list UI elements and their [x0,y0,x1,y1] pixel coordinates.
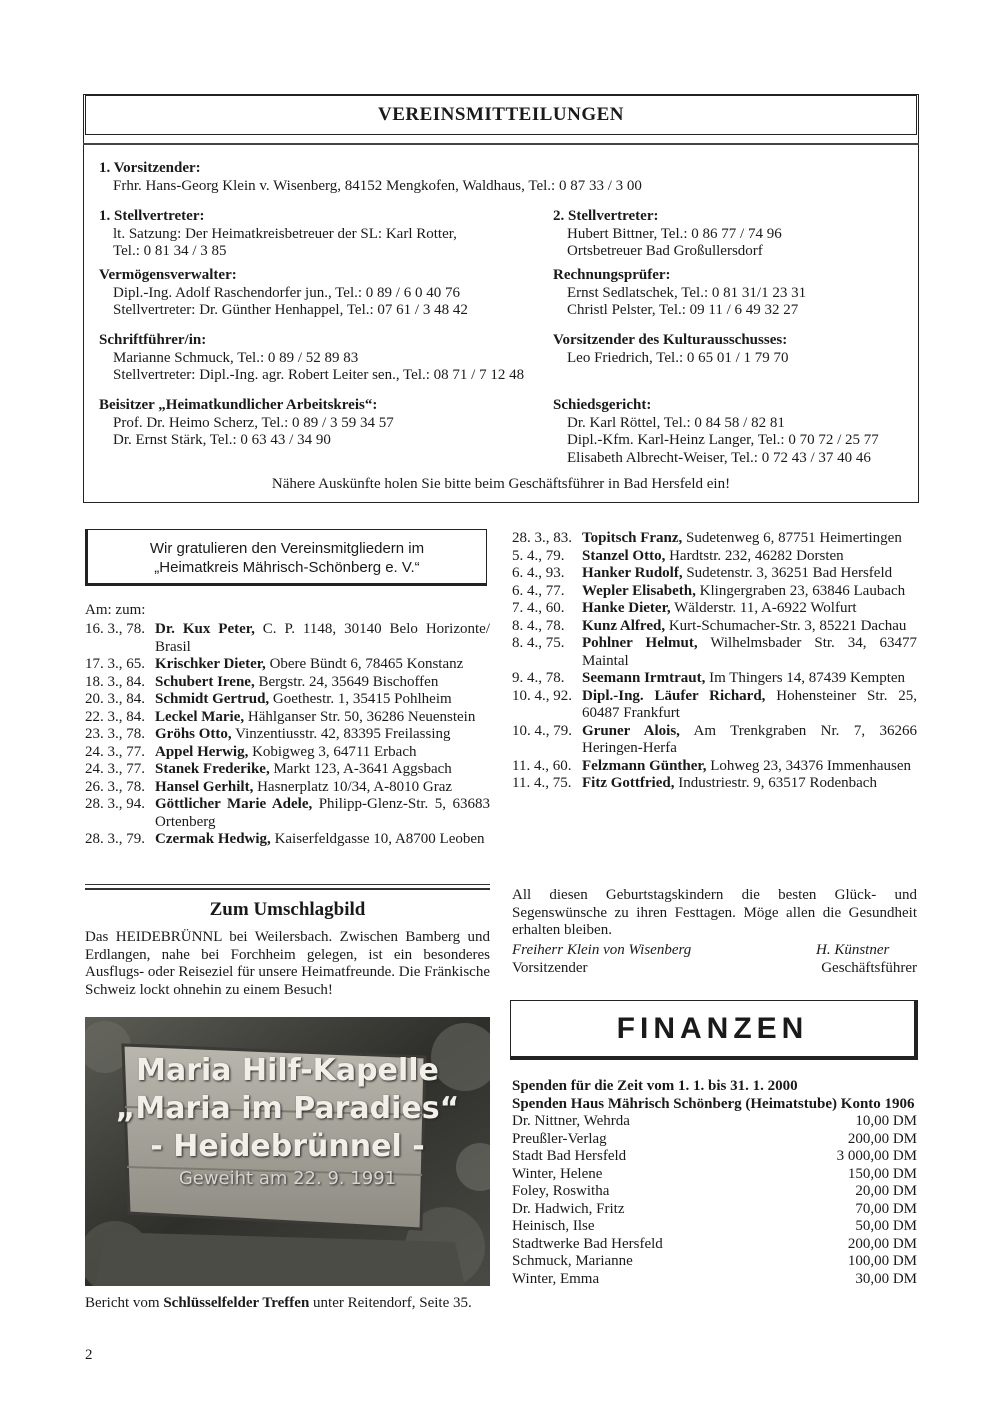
beisitzer-line2: Dr. Ernst Stärk, Tel.: 0 63 43 / 34 90 [113,432,331,448]
beisitzer-line1: Prof. Dr. Heimo Scherz, Tel.: 0 89 / 3 59 34 57 [113,414,394,431]
umschlag-title: Zum Umschlagbild [209,899,366,920]
donation-row [512,1271,917,1289]
vermoegensverwalter-deputy: Stellvertreter: Dr. Günther Henhappel, Tel.: 07 61 / 3 48 42 [113,302,468,318]
birthday-name: Czermak Hedwig, [155,831,271,847]
birthday-date: 17. 3., 65. [85,656,145,672]
birthday-date: 11. 4., 75. [512,775,572,791]
birthday-date: 10. 4., 79. [512,722,572,739]
birthday-address: Kobigweg 3, 64711 Erbach [248,743,417,760]
birthday-text [582,670,917,688]
stellvertreter2-line: Hubert Bittner, Tel.: 0 86 77 / 74 96 [567,225,782,242]
beisitzer-section [99,397,394,450]
birthday-date: 24. 3., 77. [85,743,145,760]
donation-amount: 50,00 DM [855,1218,917,1234]
rechnungspruefer-line1: Ernst Sedlatschek, Tel.: 0 81 31/1 23 31 [567,284,807,301]
birthday-name: Schubert Irene, [155,673,255,690]
signature-right-role: Geschäftsführer [821,959,917,976]
birthday-entry [85,656,490,674]
umschlag-text: Das HEIDEBRÜNNL bei Weilersbach. Zwischen Bamberg und Erdlangen, nahe bei Forchheim gelegen, ist ein besonderes Ausflugs- oder Reiseziel für unsere Heimatfreunde. Die Fränkische Schweiz lockt ohnehin zu einem Besuch! [85,929,490,998]
birthday-entry [85,674,490,692]
vorsitzender-section [99,160,642,195]
birthday-entry [512,688,917,723]
stellvertreter2-role: Ortsbetreuer Bad Großullersdorf [567,243,763,259]
donation-amount: 100,00 DM [847,1253,917,1269]
birthday-date: 6. 4., 77. [512,582,565,599]
birthday-entry [85,761,490,779]
birthday-address: Markt 123, A-3641 Aggsbach [269,761,452,777]
birthday-date: 28. 3., 94. [85,796,145,812]
title-rule [83,143,919,145]
closing-text: All diesen Geburtstagskindern die besten Glück- und Segenswünsche zu ihren Festtagen. Möge allen die Gesundheit erhalten bleiben. [512,887,917,938]
donor-name: Foley, Roswitha [512,1183,610,1199]
birthday-entry [85,744,490,762]
birthday-text [582,530,917,548]
birthday-date: 7. 4., 60. [512,600,565,616]
birthday-text [582,565,917,583]
signature-left-name: Freiherr Klein von Wisenberg [512,942,692,958]
birthday-entry [512,583,917,601]
birthday-name: Stanzel Otto, [582,547,666,564]
vermoegensverwalter-heading: Vermögensverwalter: [99,267,237,283]
kulturausschuss-heading: Vorsitzender des Kulturausschusses: [553,332,788,348]
donor-name: Winter, Emma [512,1270,600,1287]
umschlag-rule-top [85,884,490,885]
birthday-entry [512,635,917,670]
birthday-text [582,583,917,601]
birthday-address: Sudetenstr. 3, 36251 Bad Hersfeld [682,565,893,581]
birthday-address: Kurt-Schumacher-Str. 3, 85221 Dachau [665,617,907,634]
photo-sign-line2: „Maria im Paradies“ [115,1091,460,1126]
schriftfuehrer-deputy: Stellvertreter: Dipl.-Ing. agr. Robert Leiter sen., Tel.: 08 71 / 7 12 48 [113,367,525,383]
vermoegensverwalter-line: Dipl.-Ing. Adolf Raschendorfer jun., Tel.: 0 89 / 6 0 40 76 [113,284,460,301]
donor-name: Dr. Nittner, Wehrda [512,1113,630,1129]
schiedsgericht-heading: Schiedsgericht: [553,397,652,413]
signature-right-name: H. Künstner [816,942,890,958]
photo-sign-text [85,1052,490,1192]
donation-amount: 150,00 DM [847,1165,917,1182]
birthday-name: Hansel Gerhilt, [155,778,254,795]
donation-amount: 30,00 DM [855,1270,917,1287]
donor-name: Heinisch, Ilse [512,1218,595,1234]
birthday-entry [512,775,917,793]
birthday-address: Hasnerplatz 10/34, A-8010 Graz [253,778,453,795]
birthday-name: Gruner Alois, [582,722,680,739]
schriftfuehrer-section [99,332,524,385]
donation-row [512,1236,917,1254]
finanzen-title-box [510,1000,918,1060]
donation-row [512,1253,917,1271]
birthday-name: Topitsch Franz, [582,530,683,546]
schriftfuehrer-heading: Schriftführer/in: [99,332,207,348]
birthday-entry [512,670,917,688]
birthday-text [582,600,917,618]
donation-row [512,1218,917,1236]
birthday-entry [512,618,917,636]
donation-row [512,1131,917,1149]
donor-name: Dr. Hadwich, Fritz [512,1200,625,1217]
birthday-date: 26. 3., 78. [85,778,145,795]
donor-name: Stadtwerke Bad Hersfeld [512,1235,663,1252]
birthday-text [155,744,490,762]
gratulation-box [85,529,487,586]
finanzen-heading2: Spenden Haus Mährisch Schönberg (Heimatstube) Konto 1906 [512,1095,915,1112]
donation-row [512,1148,917,1166]
caption-bold: Schlüsselfelder Treffen [163,1295,310,1311]
birthday-address: Philipp-Glenz-Str. 5, 63683 Ortenberg [155,796,491,830]
donation-amount: 20,00 DM [855,1183,917,1199]
birthday-text [155,674,490,692]
birthday-name: Hanker Rudolf, [582,565,683,581]
stellvertreter2-section [553,208,782,261]
gratulation-title-line1: Wir gratulieren den Vereinsmitgliedern im [149,540,425,557]
finanzen-section [512,1078,917,1288]
birthday-date: 24. 3., 77. [85,761,145,777]
birthday-date: 8. 4., 78. [512,617,565,634]
birthday-name: Wepler Elisabeth, [582,582,696,599]
birthday-address: Klingergraben 23, 63846 Laubach [695,582,906,599]
page-number: 2 [85,1347,93,1363]
birthday-name: Schmidt Gertrud, [155,691,270,707]
vereinsmitteilungen-title: VEREINSMITTEILUNGEN [378,104,624,126]
birthday-entry [85,796,490,831]
donation-amount: 3 000,00 DM [836,1148,917,1164]
birthday-text [155,621,490,656]
birthday-name: Seemann Irmtraut, [582,670,706,686]
birthday-address: Am Trenkgraben Nr. 7, 36266 Heringen-Herfa [582,722,918,756]
birthday-text [582,758,917,776]
rechnungspruefer-line2: Christl Pelster, Tel.: 09 11 / 6 49 32 27 [567,302,799,318]
stellvertreter1-section [99,208,457,261]
birthday-text [582,548,917,566]
birthday-address: Obere Bündt 6, 78465 Konstanz [265,656,464,672]
birthday-name: Felzmann Günther, [582,757,707,774]
birthday-entry [512,530,917,548]
vereins-footer: Nähere Auskünfte holen Sie bitte beim Geschäftsführer in Bad Hersfeld ein! [271,476,731,492]
donation-row [512,1183,917,1201]
birthday-date: 10. 4., 92. [512,687,572,704]
birthday-text [155,656,490,674]
birthday-name: Dipl.-Ing. Läufer Richard, [582,687,766,704]
birthday-name: Leckel Marie, [155,708,245,725]
birthday-text [155,796,490,831]
birthday-address: Bergstr. 24, 35649 Bischoffen [254,673,439,690]
kulturausschuss-section [553,332,789,367]
birthday-entry [85,779,490,797]
vorsitzender-line: Frhr. Hans-Georg Klein v. Wisenberg, 84152 Mengkofen, Waldhaus, Tel.: 0 87 33 / 3 00 [113,177,642,194]
birthday-text [582,688,917,723]
signature-left-role: Vorsitzender [512,959,588,976]
birthday-text [155,779,490,797]
birthday-entry [85,621,490,656]
am-zum-label: Am: zum: [85,602,146,618]
donor-name: Preußler-Verlag [512,1130,607,1147]
birthday-date: 28. 3., 83. [512,530,572,546]
birthday-address: Goethestr. 1, 35415 Pohlheim [269,691,452,707]
birthday-date: 20. 3., 84. [85,691,145,707]
birthday-address: Sudetenweg 6, 87751 Heimertingen [682,530,902,546]
vereinsmitteilungen-title-bar [85,95,917,135]
birthday-text [155,761,490,779]
birthday-text [155,691,490,709]
birthday-text [582,775,917,793]
birthday-date: 9. 4., 78. [512,670,565,686]
birthday-name: Göttlicher Marie Adele, [155,796,313,812]
signatures [512,942,917,977]
birthday-date: 8. 4., 75. [512,635,565,651]
donation-amount: 70,00 DM [855,1200,917,1217]
finanzen-heading1: Spenden für die Zeit vom 1. 1. bis 31. 1. 2000 [512,1078,798,1094]
donation-amount: 200,00 DM [847,1130,917,1147]
birthday-date: 5. 4., 79. [512,547,565,564]
birthday-name: Fitz Gottfried, [582,775,675,791]
birthday-text [582,723,917,758]
birthday-entry [85,709,490,727]
donation-amount: 10,00 DM [855,1113,917,1129]
birthday-date: 16. 3., 78. [85,621,145,637]
birthday-address: Lohweg 23, 34376 Immenhausen [706,757,911,774]
birthday-entry [85,726,490,744]
birthday-text [582,618,917,636]
birthday-name: Pohlner Helmut, [582,635,698,651]
vorsitzender-heading: 1. Vorsitzender: [99,160,201,176]
stellvertreter1-phone: Tel.: 0 81 34 / 3 85 [113,243,227,259]
birthday-name: Stanek Frederike, [155,761,270,777]
stellvertreter2-heading: 2. Stellvertreter: [553,208,659,224]
birthday-name: Dr. Kux Peter, [155,621,255,637]
birthday-name: Gröhs Otto, [155,726,232,742]
kulturausschuss-line: Leo Friedrich, Tel.: 0 65 01 / 1 79 70 [567,349,789,366]
birthday-name: Hanke Dieter, [582,600,671,616]
schiedsgericht-line3: Elisabeth Albrecht-Weiser, Tel.: 0 72 43 / 37 40 46 [567,449,871,466]
birthday-name: Krischker Dieter, [155,656,266,672]
stellvertreter1-heading: 1. Stellvertreter: [99,208,205,224]
donation-list [512,1113,917,1288]
umschlag-rule-bottom [85,888,490,890]
schiedsgericht-line2: Dipl.-Kfm. Karl-Heinz Langer, Tel.: 0 70 72 / 25 77 [567,432,879,448]
birthday-date: 11. 4., 60. [512,757,572,774]
birthday-entry [512,548,917,566]
gratulation-title-line2: „Heimatkreis Mährisch-Schönberg e. V.“ [154,559,420,576]
birthday-date: 23. 3., 78. [85,726,145,742]
birthday-address: Hardtstr. 232, 46282 Dorsten [665,547,844,564]
birthday-date: 28. 3., 79. [85,831,145,847]
birthday-list-right [512,530,917,793]
birthday-entry [512,600,917,618]
photo-sign-line4: Geweiht am 22. 9. 1991 [178,1168,397,1189]
beisitzer-heading: Beisitzer „Heimatkundlicher Arbeitskreis“: [99,397,378,413]
rechnungspruefer-heading: Rechnungsprüfer: [553,267,671,283]
schriftfuehrer-line: Marianne Schmuck, Tel.: 0 89 / 52 89 83 [113,349,359,366]
birthday-date: 22. 3., 84. [85,708,145,725]
caption-pre: Bericht vom [85,1295,164,1311]
photo-caption [85,1295,472,1313]
photo-sign-line3: - Heidebrünnel - [150,1129,425,1164]
birthday-list-left [85,621,490,849]
birthday-text [155,831,490,849]
birthday-entry [512,758,917,776]
birthday-address: Industriestr. 9, 63517 Rodenbach [674,775,877,791]
donation-row [512,1113,917,1131]
birthday-entry [85,831,490,849]
birthday-entry [512,565,917,583]
caption-post: unter Reitendorf, Seite 35. [309,1295,472,1311]
cover-photo [85,1017,490,1286]
birthday-address: Wälderstr. 11, A-6922 Wolfurt [670,600,857,616]
birthday-date: 18. 3., 84. [85,673,145,690]
birthday-text [155,726,490,744]
birthday-address: Hohensteiner Str. 25, 60487 Frankfurt [582,687,917,721]
birthday-address: Kaiserfeldgasse 10, A8700 Leoben [270,831,485,847]
birthday-entry [512,723,917,758]
stellvertreter1-line: lt. Satzung: Der Heimatkreisbetreuer der SL: Karl Rotter, [113,225,457,242]
donor-name: Winter, Helene [512,1165,603,1182]
birthday-address: Wilhelmsbader Str. 34, 63477 Maintal [582,635,917,669]
birthday-date: 6. 4., 93. [512,565,565,581]
donor-name: Schmuck, Marianne [512,1253,633,1269]
schiedsgericht-line1: Dr. Karl Röttel, Tel.: 0 84 58 / 82 81 [567,414,785,431]
birthday-name: Appel Herwig, [155,743,249,760]
birthday-text [155,709,490,727]
donation-row [512,1166,917,1184]
schiedsgericht-section [553,397,879,467]
birthday-name: Kunz Alfred, [582,617,666,634]
donation-row [512,1201,917,1219]
birthday-entry [85,691,490,709]
donation-amount: 200,00 DM [847,1235,917,1252]
donor-name: Stadt Bad Hersfeld [512,1148,627,1164]
birthday-address: Hählganser Str. 50, 36286 Neuenstein [244,708,476,725]
rechnungspruefer-section [553,267,806,320]
birthday-address: C. P. 1148, 30140 Belo Horizonte/ Brasil [155,621,490,655]
birthday-text [582,635,917,670]
finanzen-title: FINANZEN [616,1011,809,1045]
birthday-address: Im Thingers 14, 87439 Kempten [705,670,906,686]
birthday-address: Vinzentiusstr. 42, 83395 Freilassing [231,726,451,742]
photo-sign-line1: Maria Hilf-Kapelle [136,1053,439,1088]
vermoegensverwalter-section [99,267,468,320]
